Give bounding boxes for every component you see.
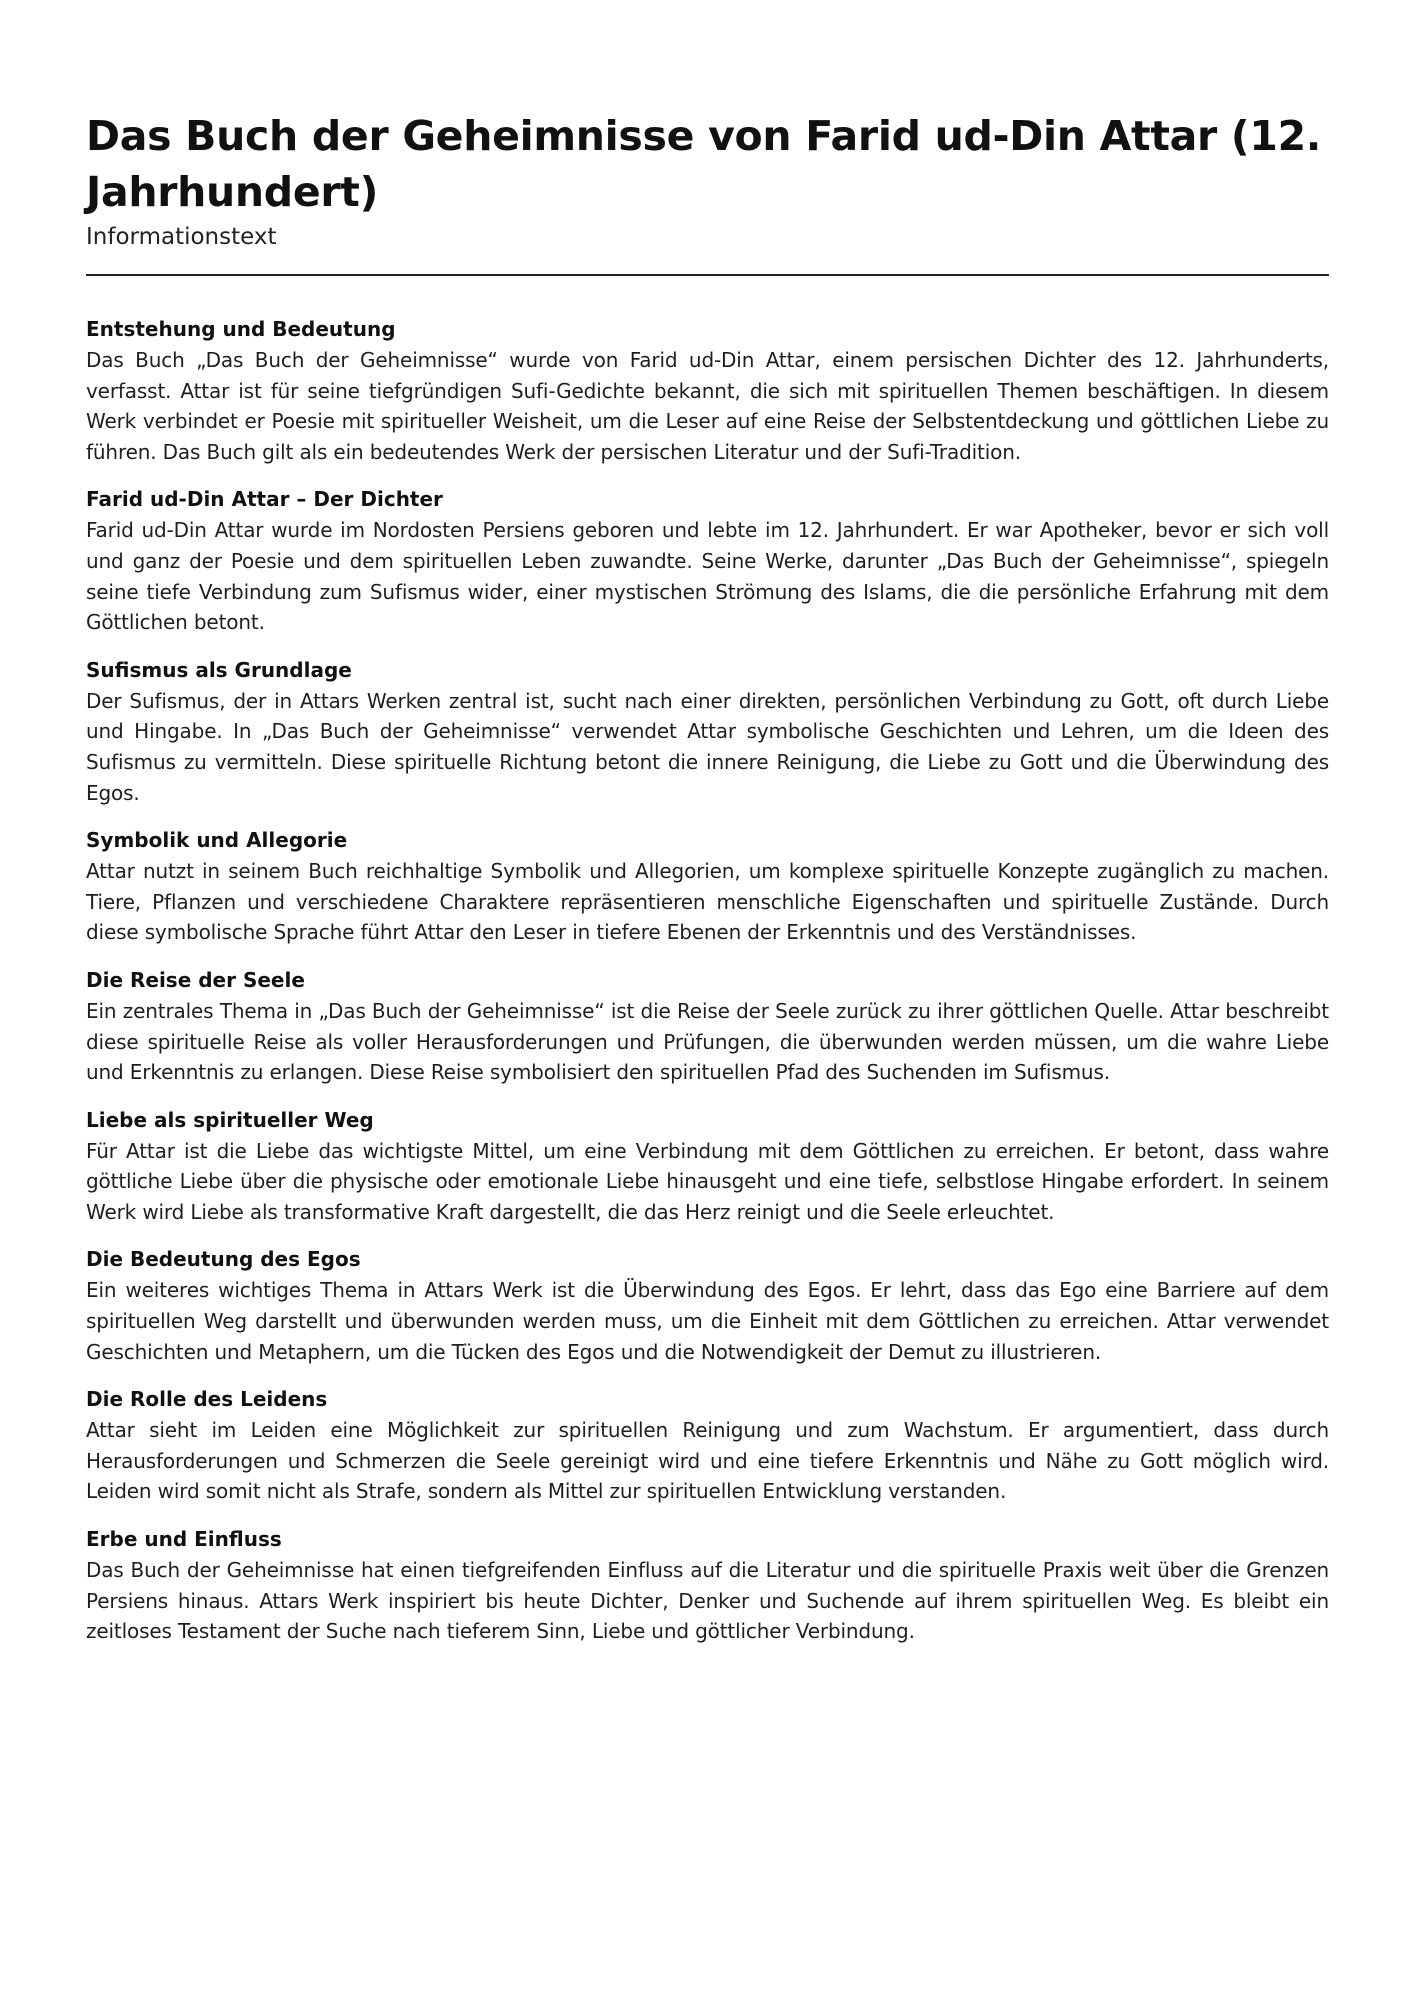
- section-erbe: [86, 1524, 1329, 1647]
- section-leiden: [86, 1384, 1329, 1507]
- section-heading: Liebe als spiritueller Weg: [86, 1107, 374, 1132]
- section-sufismus: [86, 655, 1329, 808]
- section-dichter: [86, 484, 1329, 637]
- section-body: Attar sieht im Leiden eine Möglichkeit zur spirituellen Reinigung und zum Wachstum. Er argumentiert, dass durch Herausforderungen und Schmerzen die Seele gereinigt wird und eine tiefere Erkenntnis und Nähe zu Gott möglich wird. Leiden wird somit nicht als Strafe, sondern als Mittel zur spirituellen Entwicklung verstanden.: [86, 1418, 1329, 1504]
- document-page: [86, 108, 1329, 1664]
- section-reise-der-seele: [86, 965, 1329, 1088]
- section-heading: Farid ud-Din Attar – Der Dichter: [86, 487, 443, 512]
- section-ego: [86, 1244, 1329, 1367]
- document-subtitle: Informationstext: [86, 224, 277, 250]
- section-heading: Die Reise der Seele: [86, 967, 305, 992]
- document-title: Das Buch der Geheimnisse von Farid ud-Din Attar (12. Jahrhundert): [86, 112, 1322, 216]
- section-body: Für Attar ist die Liebe das wichtigste Mittel, um eine Verbindung mit dem Göttlichen zu erreichen. Er betont, dass wahre göttliche Liebe über die physische oder emotionale Liebe hinausgeht und eine tiefe, selbstlose Hingabe erfordert. In seinem Werk wird Liebe als transformative Kraft dargestellt, die das Herz reinigt und die Seele erleuchtet.: [86, 1138, 1329, 1224]
- section-heading: Die Rolle des Leidens: [86, 1387, 328, 1412]
- section-heading: Die Bedeutung des Egos: [86, 1247, 361, 1272]
- section-liebe: [86, 1105, 1329, 1228]
- sections-container: [86, 314, 1329, 1647]
- section-heading: Erbe und Einfluss: [86, 1527, 282, 1552]
- section-body: Der Sufismus, der in Attars Werken zentral ist, sucht nach einer direkten, persönlichen Verbindung zu Gott, oft durch Liebe und Hingabe. In „Das Buch der Geheimnisse“ verwendet Attar symbolische Geschichten und Lehren, um die Ideen des Sufismus zu vermitteln. Diese spirituelle Richtung betont die innere Reinigung, die Liebe zu Gott und die Überwindung des Egos.: [86, 688, 1329, 805]
- section-body: Farid ud-Din Attar wurde im Nordosten Persiens geboren und lebte im 12. Jahrhundert. Er war Apotheker, bevor er sich voll und ganz der Poesie und dem spirituellen Leben zuwandte. Seine Werke, darunter „Das Buch der Geheimnisse“, spiegeln seine tiefe Verbindung zum Sufismus wider, einer mystischen Strömung des Islams, die die persönliche Erfahrung mit dem Göttlichen betont.: [86, 518, 1329, 635]
- section-body: Ein zentrales Thema in „Das Buch der Geheimnisse“ ist die Reise der Seele zurück zu ihrer göttlichen Quelle. Attar beschreibt diese spirituelle Reise als voller Herausforderungen und Prüfungen, die überwunden werden müssen, um die wahre Liebe und Erkenntnis zu erlangen. Diese Reise symbolisiert den spirituellen Pfad des Suchenden im Sufismus.: [86, 998, 1329, 1085]
- section-entstehung: [86, 314, 1329, 467]
- section-symbolik: [86, 825, 1329, 948]
- section-body: Ein weiteres wichtiges Thema in Attars Werk ist die Überwindung des Egos. Er lehrt, dass das Ego eine Barriere auf dem spirituellen Weg darstellt und überwunden werden muss, um die Einheit mit dem Göttlichen zu erreichen. Attar verwendet Geschichten und Metaphern, um die Tücken des Egos und die Notwendigkeit der Demut zu illustrieren.: [86, 1278, 1329, 1364]
- section-body: Das Buch „Das Buch der Geheimnisse“ wurde von Farid ud-Din Attar, einem persischen Dichter des 12. Jahrhunderts, verfasst. Attar ist für seine tiefgründigen Sufi-Gedichte bekannt, die sich mit spirituellen Themen beschäftigen. In diesem Werk verbindet er Poesie mit spiritueller Weisheit, um die Leser auf eine Reise der Selbstentdeckung und göttlichen Liebe zu führen. Das Buch gilt als ein bedeutendes Werk der persischen Literatur und der Sufi-Tradition.: [86, 348, 1329, 464]
- section-heading: Entstehung und Bedeutung: [86, 317, 396, 341]
- title-divider: [86, 274, 1329, 276]
- section-heading: Sufismus als Grundlage: [86, 657, 352, 682]
- section-body: Das Buch der Geheimnisse hat einen tiefgreifenden Einfluss auf die Literatur und die spirituelle Praxis weit über die Grenzen Persiens hinaus. Attars Werk inspiriert bis heute Dichter, Denker und Suchende auf ihrem spirituellen Weg. Es bleibt ein zeitloses Testament der Suche nach tieferem Sinn, Liebe und göttlicher Verbindung.: [86, 1558, 1329, 1644]
- section-body: Attar nutzt in seinem Buch reichhaltige Symbolik und Allegorien, um komplexe spirituelle Konzepte zugänglich zu machen. Tiere, Pflanzen und verschiedene Charaktere repräsentieren menschliche Eigenschaften und spirituelle Zustände. Durch diese symbolische Sprache führt Attar den Leser in tiefere Ebenen der Erkenntnis und des Verständnisses.: [86, 859, 1329, 945]
- section-heading: Symbolik und Allegorie: [86, 828, 348, 853]
